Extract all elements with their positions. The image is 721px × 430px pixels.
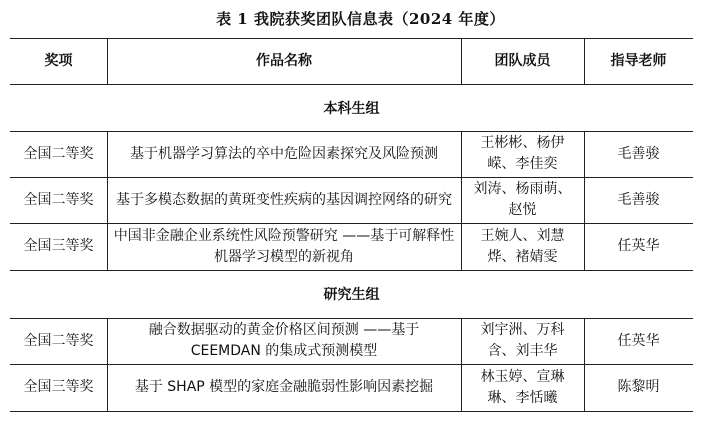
table-row — [10, 131, 693, 177]
work-cell: 中国非金融企业系统性风险预警研究 ——基于可解释性机器学习模型的新视角 — [113, 227, 455, 265]
members-cell: 刘宇洲、万科含、刘丰华 — [480, 322, 565, 359]
advisor-cell: 陈黎明 — [617, 379, 660, 395]
table-row — [10, 177, 693, 223]
award-cell: 全国二等奖 — [23, 191, 94, 208]
advisor-cell: 毛善骏 — [617, 191, 660, 208]
header-advisor: 指导老师 — [610, 52, 667, 69]
table-row — [10, 364, 693, 411]
award-cell: 全国二等奖 — [23, 145, 94, 162]
table-row — [10, 223, 693, 270]
bottom-rule — [10, 411, 693, 412]
members-cell: 王彬彬、杨伊嵘、李佳奕 — [480, 135, 565, 172]
members-cell: 林玉婷、宣琳琳、李恬曦 — [480, 368, 565, 406]
header-award: 奖项 — [44, 52, 73, 69]
table-row — [10, 318, 693, 364]
work-cell: 基于 SHAP 模型的家庭金融脆弱性影响因素挖掘 — [134, 379, 434, 395]
advisor-cell: 任英华 — [617, 332, 660, 349]
award-cell: 全国三等奖 — [23, 379, 94, 395]
table-header — [10, 38, 693, 84]
work-cell: 融合数据驱动的黄金价格区间预测 ——基于 CEEMDAN 的集成式预测模型 — [148, 322, 420, 359]
work-cell: 基于多模态数据的黄斑变性疾病的基因调控网络的研究 — [116, 191, 452, 208]
table-title: 表 1 我院获奖团队信息表（2024 年度） — [216, 10, 505, 28]
group-title-graduate: 研究生组 — [323, 287, 380, 303]
members-cell: 刘涛、杨雨萌、赵悦 — [473, 181, 572, 218]
advisor-cell: 毛善骏 — [617, 145, 660, 162]
work-cell: 基于机器学习算法的卒中危险因素探究及风险预测 — [130, 145, 438, 162]
advisor-cell: 任英华 — [617, 238, 660, 254]
award-cell: 全国三等奖 — [23, 238, 94, 254]
award-cell: 全国二等奖 — [23, 332, 94, 349]
header-work: 作品名称 — [256, 52, 312, 69]
group-title-undergraduate: 本科生组 — [323, 101, 380, 117]
header-members: 团队成员 — [494, 52, 551, 69]
members-cell: 王婉人、刘慧烨、褚婧雯 — [480, 227, 565, 265]
